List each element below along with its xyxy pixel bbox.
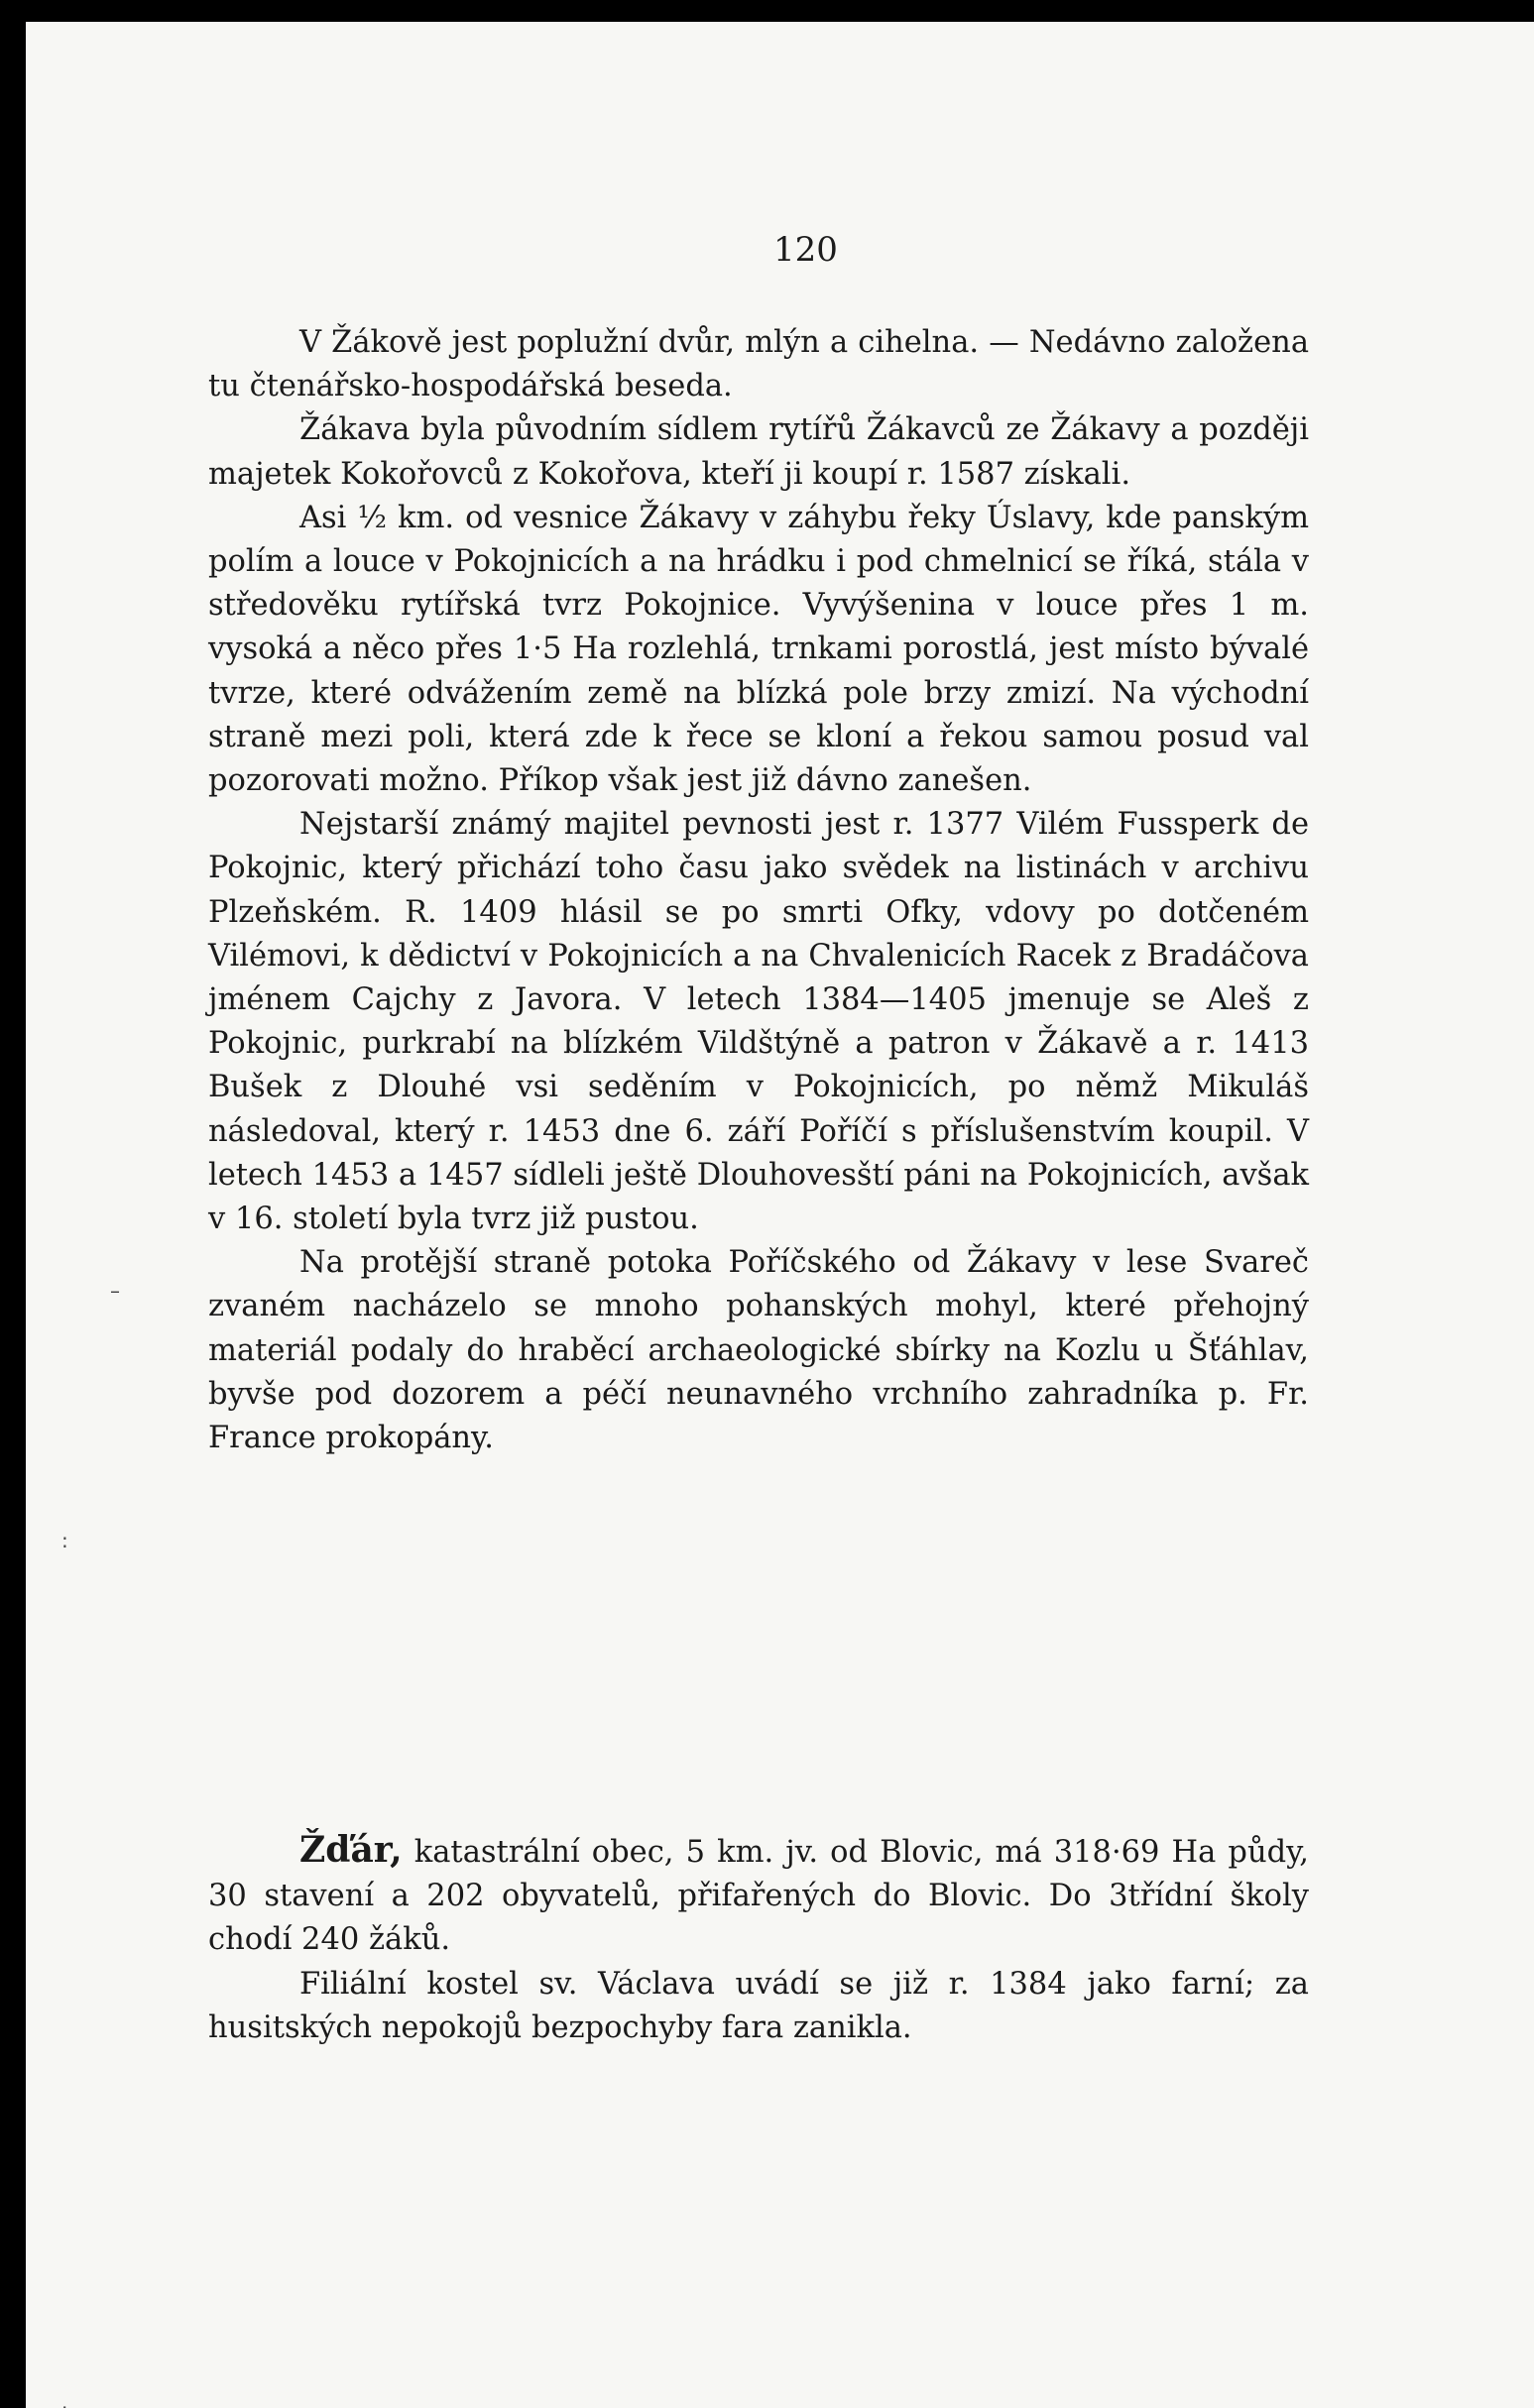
- paragraph-zdar-church: Filiální kostel sv. Václava uvádí se již r. 1384 jako farní; za husitských nepokojů bezpochyby fara zanikla.: [208, 1966, 1309, 2045]
- paragraph-pokojnice-fortress: Asi ½ km. od vesnice Žákavy v záhybu řeky Úslavy, kde panským polím a louce v Pokojnicích a na hrádku i pod chmelnicí se říká, stála v středověku rytířská tvrz Pokojnice. Vyvýšenina v louce přes 1 m. vysoká a něco přes 1·5 Ha rozlehlá, trnkami porostlá, jest místo bývalé tvrze, které odvážením země na blízká pole brzy zmizí. Na východní straně mezi poli, která zde k řece se kloní a řekou samou posud val pozorovati možno. Příkop však jest již dávno zanešen.: [208, 500, 1309, 799]
- paragraph-zakove-estate: V Žákově jest poplužní dvůr, mlýn a cihelna. — Nedávno založena tu čtenářsko-hospodářská beseda.: [208, 325, 1309, 404]
- scanned-page: [26, 22, 1534, 2408]
- paragraph-burial-mounds: Na protější straně potoka Poříčského od Žákavy v lese Svareč zvaném nacházelo se mnoho pohanských mohyl, které přehojný materiál podaly do hraběcí archaeologické sbírky na Kozlu u Šťáhlav, byvše pod dozorem a péčí neunavného vrchního zahradníka p. Fr. France prokopány.: [208, 1245, 1309, 1456]
- margin-mark: :: [61, 1529, 68, 1552]
- zdar-intro-text: katastrální obec, 5 km. jv. od Blovic, má 318·69 Ha půdy, 30 stavení a 202 obyvatelů, přifařených do Blovic. Do 3třídní školy chodí 240 žáků.: [208, 1835, 1309, 1958]
- section-zdar: [208, 1828, 1309, 2050]
- headword-zdar: Žďár,: [299, 1829, 403, 1871]
- margin-mark: ·: [61, 2396, 68, 2408]
- paragraph-fortress-owners: Nejstarší známý majitel pevnosti jest r. 1377 Vilém Fussperk de Pokojnic, který přichází toho času jako svědek na listinách v archivu Plzeňském. R. 1409 hlásil se po smrti Ofky, vdovy po dotčeném Vilémovi, k dědictví v Pokojnicích a na Chvalenicích Racek z Bradáčova jménem Cajchy z Javora. V letech 1384—1405 jmenuje se Aleš z Pokojnic, purkrabí na blízkém Vildštýně a patron v Žákavě a r. 1413 Bušek z Dlouhé vsi seděním v Pokojnicích, po němž Mikuláš následoval, který r. 1453 dne 6. září Poříčí s příslušenstvím koupil. V letech 1453 a 1457 sídleli ještě Dlouhovesští páni na Pokojnicích, avšak v 16. století byla tvrz již pustou.: [208, 807, 1309, 1237]
- paragraph-zdar-intro: [208, 1828, 1309, 1963]
- section-zakava: [208, 321, 1309, 1460]
- paragraph-zakava-history: Žákava byla původním sídlem rytířů Žákavců ze Žákavy a později majetek Kokořovců z Kokořova, kteří ji koupí r. 1587 získali.: [208, 412, 1309, 492]
- page-number: 120: [773, 230, 838, 270]
- margin-mark: –: [110, 1279, 120, 1303]
